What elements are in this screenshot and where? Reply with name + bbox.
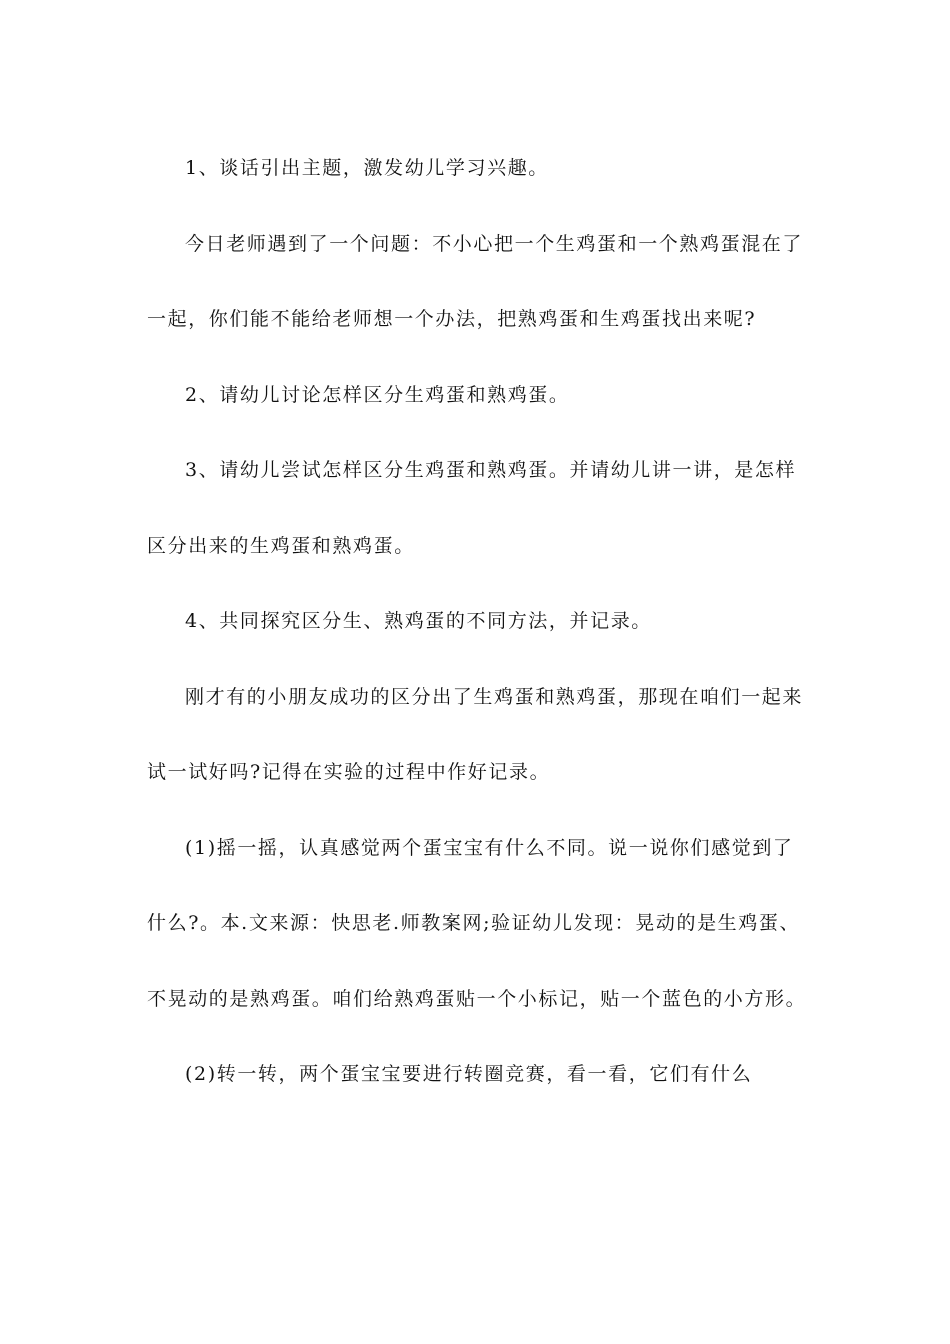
paragraph-6: 刚才有的小朋友成功的区分出了生鸡蛋和熟鸡蛋，那现在咱们一起来试一试好吗?记得在实验的过程中作好记录。	[147, 685, 804, 783]
paragraph-8: (2)转一转，两个蛋宝宝要进行转圈竞赛，看一看，它们有什么	[185, 1063, 753, 1085]
paragraph-5: 4、共同探究区分生、熟鸡蛋的不同方法，并记录。	[185, 610, 652, 632]
paragraph-2: 今日老师遇到了一个问题：不小心把一个生鸡蛋和一个熟鸡蛋混在了一起，你们能不能给老师想一个办法，把熟鸡蛋和生鸡蛋找出来呢?	[147, 232, 804, 330]
paragraph-1: 1、谈话引出主题，激发幼儿学习兴趣。	[185, 157, 549, 179]
document-body	[147, 131, 807, 1113]
paragraph-3: 2、请幼儿讨论怎样区分生鸡蛋和熟鸡蛋。	[185, 383, 570, 406]
paragraph-4: 3、请幼儿尝试怎样区分生鸡蛋和熟鸡蛋。并请幼儿讲一讲，是怎样区分出来的生鸡蛋和熟鸡蛋。	[147, 459, 797, 557]
paragraph-7: (1)摇一摇，认真感觉两个蛋宝宝有什么不同。说一说你们感觉到了什么?。本.文来源：快思老.师教案网;验证幼儿发现：晃动的是生鸡蛋、不晃动的是熟鸡蛋。咱们给熟鸡蛋贴一个小标记，贴一个蓝色的小方形。	[147, 836, 807, 1010]
